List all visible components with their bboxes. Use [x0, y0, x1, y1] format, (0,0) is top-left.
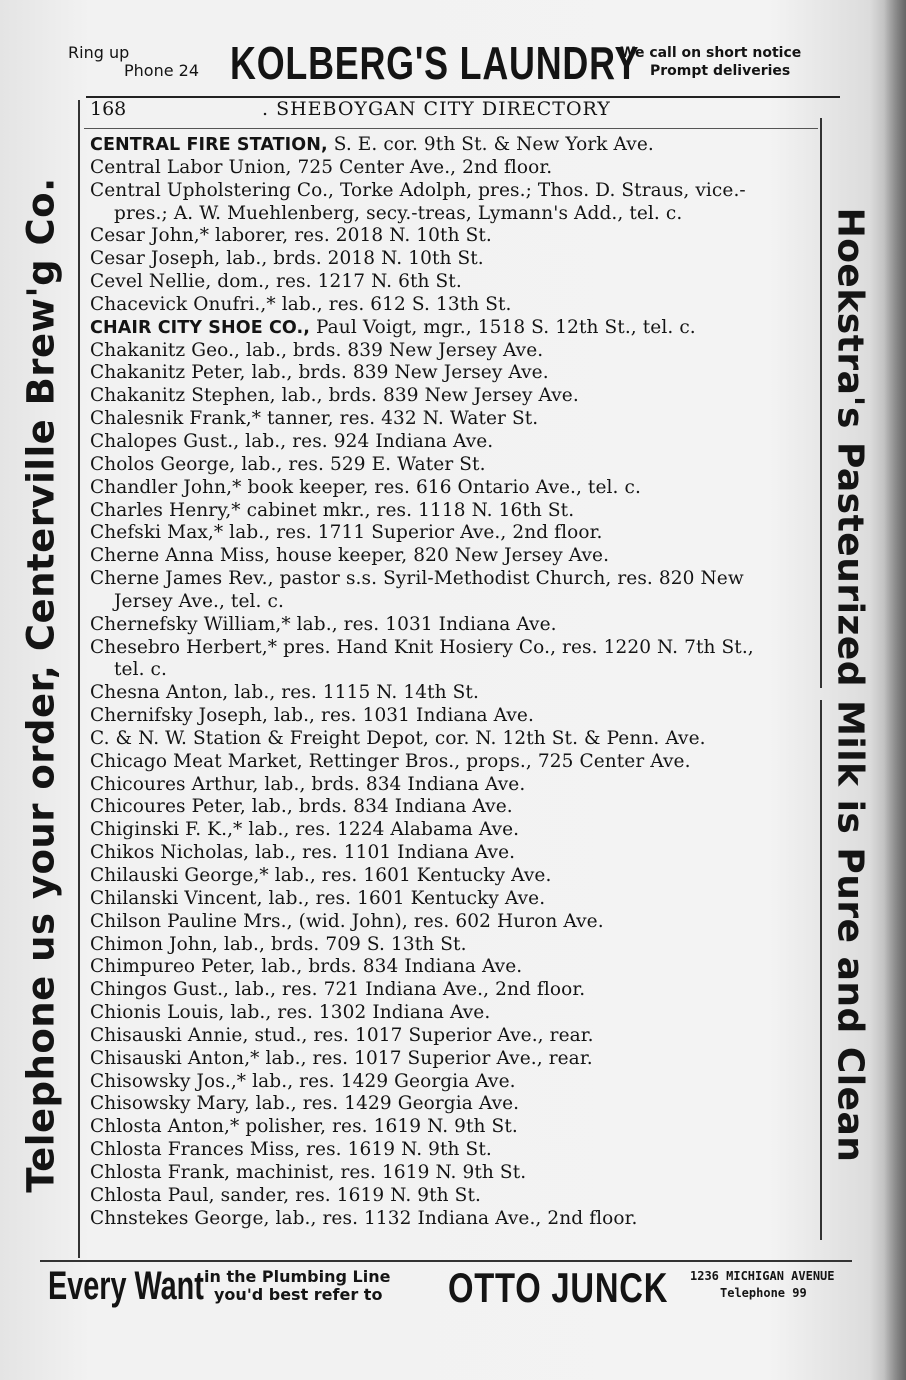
directory-entry — [90, 294, 822, 317]
entry-text: Cholos George, lab., res. 529 E. Water St. — [90, 453, 486, 475]
plumbing-text — [204, 1268, 390, 1304]
plumber-address — [690, 1268, 835, 1302]
entry-text: tel. c. — [114, 659, 168, 681]
bottom-divider — [40, 1260, 852, 1262]
directory-entry — [90, 819, 822, 842]
directory-entry — [90, 911, 822, 934]
entry-text: Central Labor Union, 725 Center Ave., 2nd floor. — [90, 156, 553, 178]
directory-entry — [90, 454, 822, 477]
directory-entry — [90, 751, 822, 774]
entry-text: Chernefsky William,* lab., res. 1031 Indiana Ave. — [90, 613, 557, 635]
entry-text: Chernifsky Joseph, lab., res. 1031 Indiana Ave. — [90, 705, 534, 727]
page-header — [90, 98, 820, 126]
directory-entry — [90, 1139, 822, 1162]
entry-text: Chilson Pauline Mrs., (wid. John), res. 602 Huron Ave. — [90, 910, 604, 932]
directory-entry — [90, 134, 822, 157]
directory-entry — [90, 842, 822, 865]
entry-text: Chlosta Frances Miss, res. 1619 N. 9th St. — [90, 1139, 492, 1161]
right-margin-ad — [820, 110, 880, 1260]
entry-business-name: CHAIR CITY SHOE CO., — [90, 317, 310, 338]
plumber-telephone: Telephone 99 — [720, 1286, 807, 1300]
entry-text: C. & N. W. Station & Freight Depot, cor. N. 12th St. & Penn. Ave. — [90, 727, 706, 749]
entry-text: Chakanitz Peter, lab., brds. 839 New Jersey Ave. — [90, 362, 549, 384]
entry-text: Chilauski George,* lab., res. 1601 Kentucky Ave. — [90, 865, 552, 886]
directory-entry — [90, 1093, 822, 1116]
entry-continuation — [90, 203, 822, 226]
hoekstra-milk-ad-text: Hoekstra's Pasteurized Milk is Pure and Clean — [829, 207, 871, 1163]
entry-text: Chandler John,* book keeper, res. 616 Ontario Ave., tel. c. — [90, 476, 641, 498]
directory-entry — [90, 1071, 822, 1094]
short-notice-text — [620, 44, 801, 80]
call-line-1: We call on short notice — [620, 45, 802, 61]
directory-entry — [90, 728, 822, 751]
directory-entry — [90, 317, 822, 340]
directory-entry — [90, 796, 822, 819]
entry-text: Cesar John,* laborer, res. 2018 N. 10th St. — [90, 225, 492, 247]
directory-entry — [90, 934, 822, 957]
directory-entry — [90, 157, 822, 180]
entry-text: Chakanitz Geo., lab., brds. 839 New Jersey Ave. — [90, 339, 544, 361]
entry-text: Chilanski Vincent, lab., res. 1601 Kentucky Ave. — [90, 887, 546, 909]
entry-text: Chikos Nicholas, lab., res. 1101 Indiana Ave. — [90, 842, 516, 864]
directory-entry — [90, 408, 822, 431]
entry-text: Cherne Anna Miss, house keeper, 820 New Jersey Ave. — [90, 545, 610, 567]
entry-text: Charles Henry,* cabinet mkr., res. 1118 N. 16th St. — [90, 499, 575, 521]
kolberg-laundry-ad — [40, 30, 840, 100]
phone-label: Phone 24 — [124, 61, 200, 80]
directory-entry — [90, 362, 822, 385]
entry-text: Jersey Ave., tel. c. — [114, 590, 284, 612]
entry-text: Chakanitz Stephen, lab., brds. 839 New Jersey Ave. — [90, 385, 579, 407]
directory-entry — [90, 888, 822, 911]
directory-entry — [90, 431, 822, 454]
ring-up-label: Ring up — [68, 43, 130, 62]
directory-entry — [90, 1208, 822, 1231]
entry-text: Chisauski Anton,* lab., res. 1017 Superior Ave., rear. — [90, 1047, 593, 1069]
entry-text: Chacevick Onufri.,* lab., res. 612 S. 13th St. — [90, 293, 512, 315]
directory-entry — [90, 1048, 822, 1071]
otto-junck-ad — [48, 1264, 858, 1324]
entry-text: Chalesnik Frank,* tanner, res. 432 N. Water St. — [90, 408, 539, 430]
entry-text: Chesna Anton, lab., res. 1115 N. 14th St. — [90, 682, 479, 704]
directory-entry — [90, 1002, 822, 1025]
entry-text: Chnstekes George, lab., res. 1132 Indiana Ave., 2nd floor. — [90, 1207, 638, 1229]
directory-entry — [90, 614, 822, 637]
entry-text: Cherne James Rev., pastor s.s. Syril-Methodist Church, res. 820 New — [90, 568, 744, 590]
entry-text: Chefski Max,* lab., res. 1711 Superior Ave., 2nd floor. — [90, 522, 603, 544]
ring-up-text — [68, 44, 199, 80]
entry-business-name: CENTRAL FIRE STATION, — [90, 135, 328, 155]
entry-text: Chisauski Annie, stud., res. 1017 Superior Ave., rear. — [90, 1024, 594, 1046]
entry-text: Chesebro Herbert,* pres. Hand Knit Hosiery Co., res. 1220 N. 7th St., — [90, 636, 754, 658]
entry-text: Chicoures Arthur, lab., brds. 834 Indiana Ave. — [90, 773, 526, 795]
directory-entry — [90, 248, 822, 271]
entry-text: Chisowsky Jos.,* lab., res. 1429 Georgia Ave. — [90, 1070, 516, 1092]
centerville-brewing-ad-text: Telephone us your order, Centerville Brew'g Co. — [19, 177, 63, 1193]
every-want-text: Every Want — [48, 1264, 204, 1308]
directory-entry — [90, 180, 822, 203]
entry-text: Paul Voigt, mgr., 1518 S. 12th St., tel. c. — [309, 316, 696, 338]
entry-text: Chicago Meat Market, Rettinger Bros., props., 725 Center Ave. — [90, 750, 691, 772]
directory-entry — [90, 225, 822, 248]
entry-text: Chionis Louis, lab., res. 1302 Indiana Ave. — [90, 1002, 491, 1024]
entry-continuation — [90, 659, 822, 682]
plumbing-line-1: in the Plumbing Line — [204, 1267, 391, 1286]
otto-junck-name: OTTO JUNCK — [448, 1264, 669, 1311]
directory-entry — [90, 956, 822, 979]
entry-continuation — [90, 591, 822, 614]
directory-entry — [90, 385, 822, 408]
entry-text: Chimon John, lab., brds. 709 S. 13th St. — [90, 933, 467, 955]
entry-text: Chicoures Peter, lab., brds. 834 Indiana Ave. — [90, 796, 513, 818]
page-edge-shadow — [884, 0, 906, 1380]
entry-text: Chalopes Gust., lab., res. 924 Indiana Ave. — [90, 430, 494, 452]
directory-entry — [90, 705, 822, 728]
directory-entry — [90, 1025, 822, 1048]
directory-entry — [90, 477, 822, 500]
directory-entry — [90, 865, 822, 888]
directory-entry — [90, 637, 822, 660]
directory-entry — [90, 545, 822, 568]
laundry-title: KOLBERG'S LAUNDRY — [230, 37, 640, 89]
entry-text: Central Upholstering Co., Torke Adolph, pres.; Thos. D. Straus, vice.- — [90, 179, 746, 201]
entry-text: Cevel Nellie, dom., res. 1217 N. 6th St. — [90, 271, 462, 293]
plumbing-line-2: you'd best refer to — [214, 1285, 383, 1304]
plumber-street: 1236 MICHIGAN AVENUE — [690, 1269, 835, 1283]
entry-text: Cesar Joseph, lab., brds. 2018 N. 10th St. — [90, 248, 484, 270]
directory-entry — [90, 1162, 822, 1185]
directory-entry — [90, 340, 822, 363]
directory-entry — [90, 271, 822, 294]
header-divider — [84, 128, 818, 129]
page-number: 168 — [90, 98, 127, 120]
entry-text: Chiginski F. K.,* lab., res. 1224 Alabama Ave. — [90, 819, 520, 841]
entry-text: Chlosta Frank, machinist, res. 1619 N. 9th St. — [90, 1161, 527, 1183]
entry-text: Chingos Gust., lab., res. 721 Indiana Ave., 2nd floor. — [90, 979, 586, 1001]
directory-entry — [90, 568, 822, 591]
directory-title: . SHEBOYGAN CITY DIRECTORY — [262, 98, 611, 120]
directory-entry — [90, 522, 822, 545]
directory-entry — [90, 500, 822, 523]
directory-entry — [90, 979, 822, 1002]
directory-listings — [90, 134, 822, 1231]
directory-entry — [90, 682, 822, 705]
left-divider — [78, 100, 80, 1258]
entry-text: S. E. cor. 9th St. & New York Ave. — [327, 134, 654, 155]
directory-entry — [90, 774, 822, 797]
entry-text: Chimpureo Peter, lab., brds. 834 Indiana Ave. — [90, 956, 523, 978]
entry-text: Chlosta Paul, sander, res. 1619 N. 9th St. — [90, 1184, 481, 1206]
call-line-2: Prompt deliveries — [650, 63, 791, 79]
directory-entry — [90, 1116, 822, 1139]
directory-entry — [90, 1185, 822, 1208]
entry-text: Chlosta Anton,* polisher, res. 1619 N. 9th St. — [90, 1116, 518, 1138]
left-margin-ad — [8, 92, 74, 1278]
entry-text: pres.; A. W. Muehlenberg, secy.-treas, Lymann's Add., tel. c. — [114, 202, 683, 224]
entry-text: Chisowsky Mary, lab., res. 1429 Georgia Ave. — [90, 1093, 520, 1115]
